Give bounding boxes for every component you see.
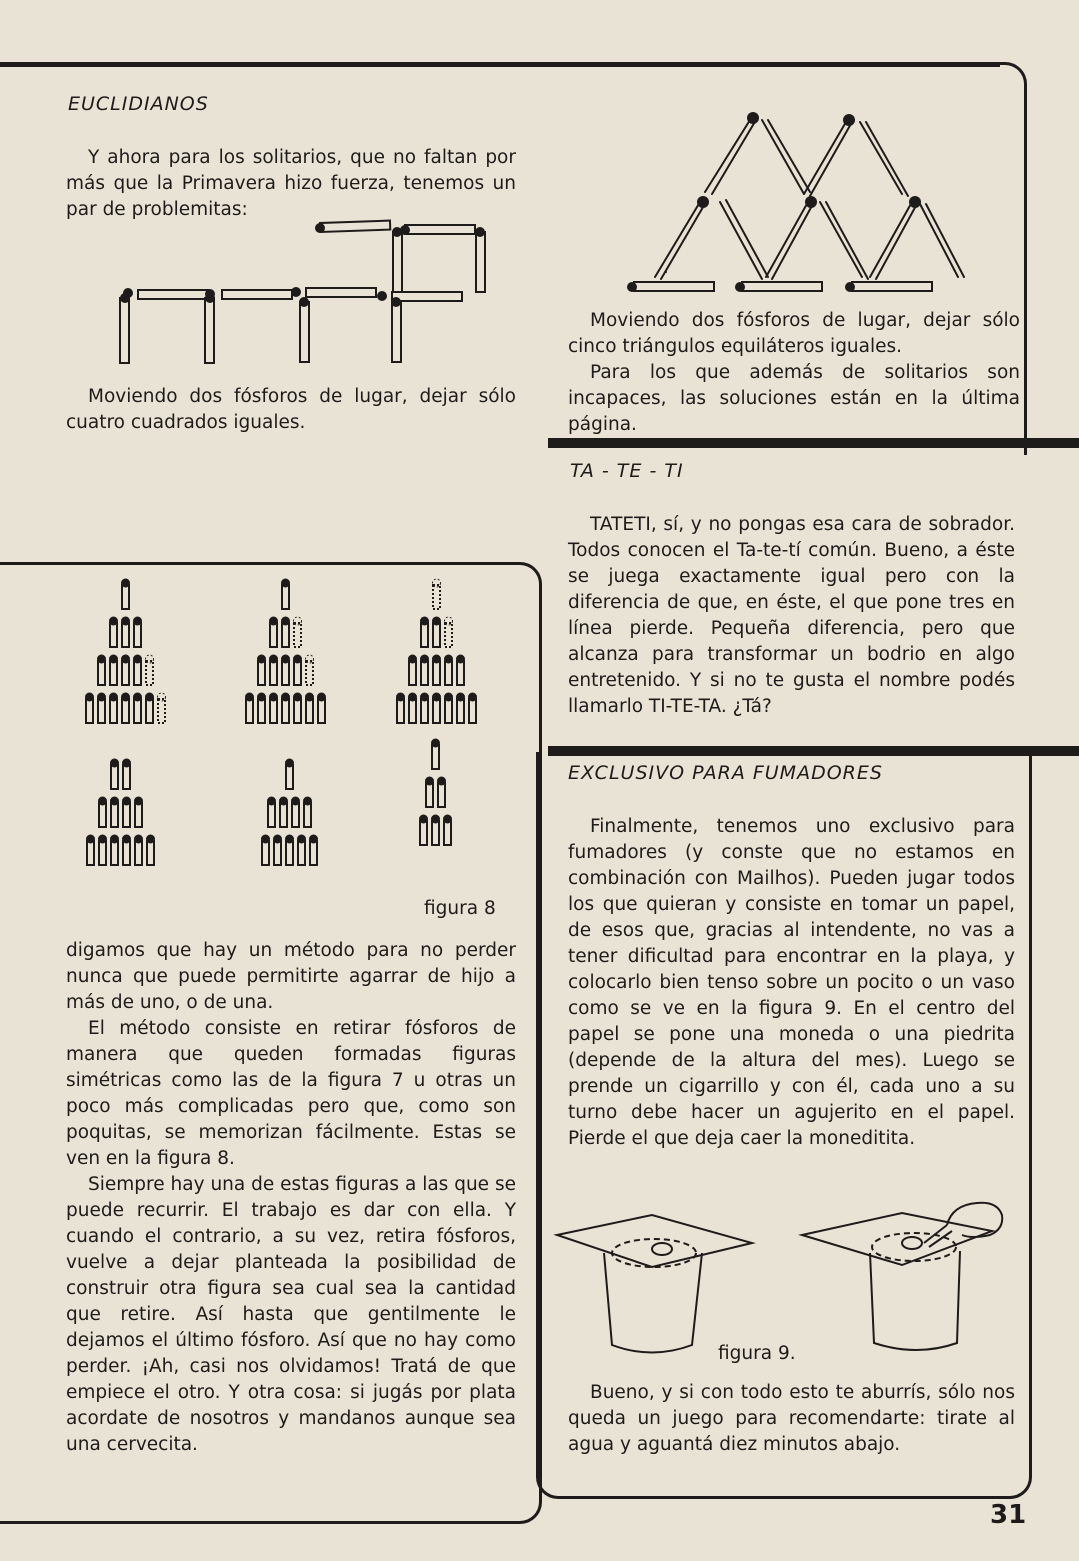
- matchstick: [98, 693, 106, 723]
- matchstick: [258, 655, 266, 685]
- fumadores-title: EXCLUSIVO PARA FUMADORES: [568, 762, 883, 784]
- matchstick: [111, 759, 119, 789]
- matchstick: [432, 739, 440, 769]
- squares-matchstick-figure: [110, 218, 490, 368]
- matchstick: [409, 693, 417, 723]
- matchstick: [146, 655, 154, 685]
- matchstick: [469, 693, 477, 723]
- matchstick: [438, 777, 446, 807]
- matchstick: [318, 693, 326, 723]
- matchstick: [123, 835, 131, 865]
- matchstick: [158, 693, 166, 723]
- fumadores-closing: Bueno, y si con todo esto te aburrís, sólo nos queda un juego para recomendarte: tirate al agua y aguantá diez minutos abajo.: [568, 1382, 1015, 1455]
- matchstick: [280, 797, 288, 827]
- matchstick: [87, 835, 95, 865]
- matchstick: [286, 835, 294, 865]
- matchstick: [457, 655, 465, 685]
- matchstick: [433, 579, 441, 609]
- metodo-p1: digamos que hay un método para no perder nunca que puede permitirte agarrar de hijo a más de uno, o de una.: [66, 940, 516, 1013]
- matchstick: [286, 759, 294, 789]
- matchstick: [99, 797, 107, 827]
- matchstick: [282, 693, 290, 723]
- matchstick: [457, 693, 465, 723]
- metodo-p3: Siempre hay una de estas figuras a las que se puede recurrir. El trabajo es dar con ella. Y cuando el contrario, a su vez, retira fósforos, vuelve a dejar planteada la posibilidad de construir otra figura sea cual sea la cantidad que retire. Así hasta que gentilmente le dejamos el último fósforo. Así que no hay como perder. ¡Ah, casi nos olvidamos! Tratá de que empiece el otro. Y otra cosa: si jugás por plata acordate de nosotros y mandanos aunque sea una cervecita.: [66, 1174, 516, 1455]
- matchstick: [294, 617, 302, 647]
- matchstick: [262, 835, 270, 865]
- matchstick: [282, 655, 290, 685]
- page-number: 31: [990, 1500, 1027, 1530]
- matchstick: [420, 815, 428, 845]
- matchstick: [433, 655, 441, 685]
- matchstick: [432, 815, 440, 845]
- matchstick: [274, 835, 282, 865]
- figure-8-caption: figura 8: [424, 898, 496, 919]
- matchstick: [306, 693, 314, 723]
- matchstick: [282, 579, 290, 609]
- matchstick: [111, 835, 119, 865]
- matchstick: [310, 835, 318, 865]
- matchstick: [306, 655, 314, 685]
- matchstick: [123, 759, 131, 789]
- matchstick: [134, 655, 142, 685]
- matchstick: [433, 617, 441, 647]
- matchstick: [146, 693, 154, 723]
- matchstick: [304, 797, 312, 827]
- fumadores-body: Finalmente, tenemos uno exclusivo para fumadores (y conste que no estamos en combinación con Mailhos). Pueden jugar todos los que quieran y consiste en tomar un papel, de esos que, gracias al intendente, no vas a tener dificultad para encontrar en la playa, y colocarlo bien tenso sobre un pocito o un vaso como se ve en la figura 9. En el centro del papel se pone una moneda o una piedrita (depende de la altura del mes). Luego se prende un cigarrillo y con él, cada uno a su turno debe hacer un agujerito en el papel. Pierde el que deja caer la moneditita.: [568, 816, 1015, 1149]
- triangles-matchstick-figure: [620, 112, 960, 297]
- matchstick: [98, 655, 106, 685]
- tateti-body: TATETI, sí, y no pongas esa cara de sobrador. Todos conocen el Ta-te-tí común. Bueno, a éste se juega exactamente igual pero con la diferencia de que, en éste, el que pone tres en línea pierde. Pequeña diferencia, pero que alcanza para transformar un bodrio en algo entretenido. Y si no te gusta el nombre podés llamarlo TI-TE-TA. ¿Tá?: [568, 514, 1015, 717]
- matchstick: [270, 617, 278, 647]
- figure-8-matchstick-pyramids: [60, 575, 530, 905]
- tateti-rule: [548, 438, 1079, 448]
- matchstick: [294, 655, 302, 685]
- matchstick: [258, 693, 266, 723]
- matchstick: [445, 693, 453, 723]
- matchstick: [99, 835, 107, 865]
- matchstick: [292, 797, 300, 827]
- matchstick: [246, 693, 254, 723]
- matchstick: [397, 693, 405, 723]
- matchstick: [445, 617, 453, 647]
- matchstick: [111, 797, 119, 827]
- euclidianos-title: EUCLIDIANOS: [68, 93, 209, 115]
- matchstick: [122, 617, 130, 647]
- solutions-note: Para los que además de solitarios son incapaces, las soluciones están en la última página.: [568, 362, 1020, 435]
- matchstick: [421, 693, 429, 723]
- matchstick: [147, 835, 155, 865]
- matchstick: [86, 693, 94, 723]
- matchstick: [409, 655, 417, 685]
- matchstick: [135, 797, 143, 827]
- matchstick: [122, 655, 130, 685]
- matchstick: [135, 835, 143, 865]
- matchstick: [433, 693, 441, 723]
- matchstick: [123, 797, 131, 827]
- matchstick: [426, 777, 434, 807]
- squares-caption: Moviendo dos fósforos de lugar, dejar sólo cuatro cuadrados iguales.: [66, 386, 516, 433]
- euclidianos-intro: Y ahora para los solitarios, que no faltan por más que la Primavera hizo fuerza, tenemos un par de problemitas:: [66, 147, 516, 220]
- matchstick: [421, 655, 429, 685]
- metodo-p2: El método consiste en retirar fósforos de manera que queden formadas figuras simétricas como las de la figura 7 u otras un poco más complicadas pero que, como son poquitas, se memorizan fácilmente. Estas se ven en la figura 8.: [66, 1018, 516, 1169]
- matchstick: [110, 617, 118, 647]
- matchstick: [110, 693, 118, 723]
- matchstick: [268, 797, 276, 827]
- matchstick: [134, 693, 142, 723]
- matchstick: [421, 617, 429, 647]
- matchstick: [270, 693, 278, 723]
- matchstick: [134, 617, 142, 647]
- matchstick: [122, 579, 130, 609]
- matchstick: [445, 655, 453, 685]
- tateti-title: TA - TE - TI: [570, 460, 684, 482]
- triangles-caption: Moviendo dos fósforos de lugar, dejar sólo cinco triángulos equiláteros iguales.: [568, 310, 1020, 357]
- matchstick: [444, 815, 452, 845]
- matchstick: [110, 655, 118, 685]
- matchstick: [270, 655, 278, 685]
- matchstick: [122, 693, 130, 723]
- matchstick: [294, 693, 302, 723]
- matchstick: [298, 835, 306, 865]
- matchstick: [282, 617, 290, 647]
- figure-9-caption: figura 9.: [718, 1343, 796, 1364]
